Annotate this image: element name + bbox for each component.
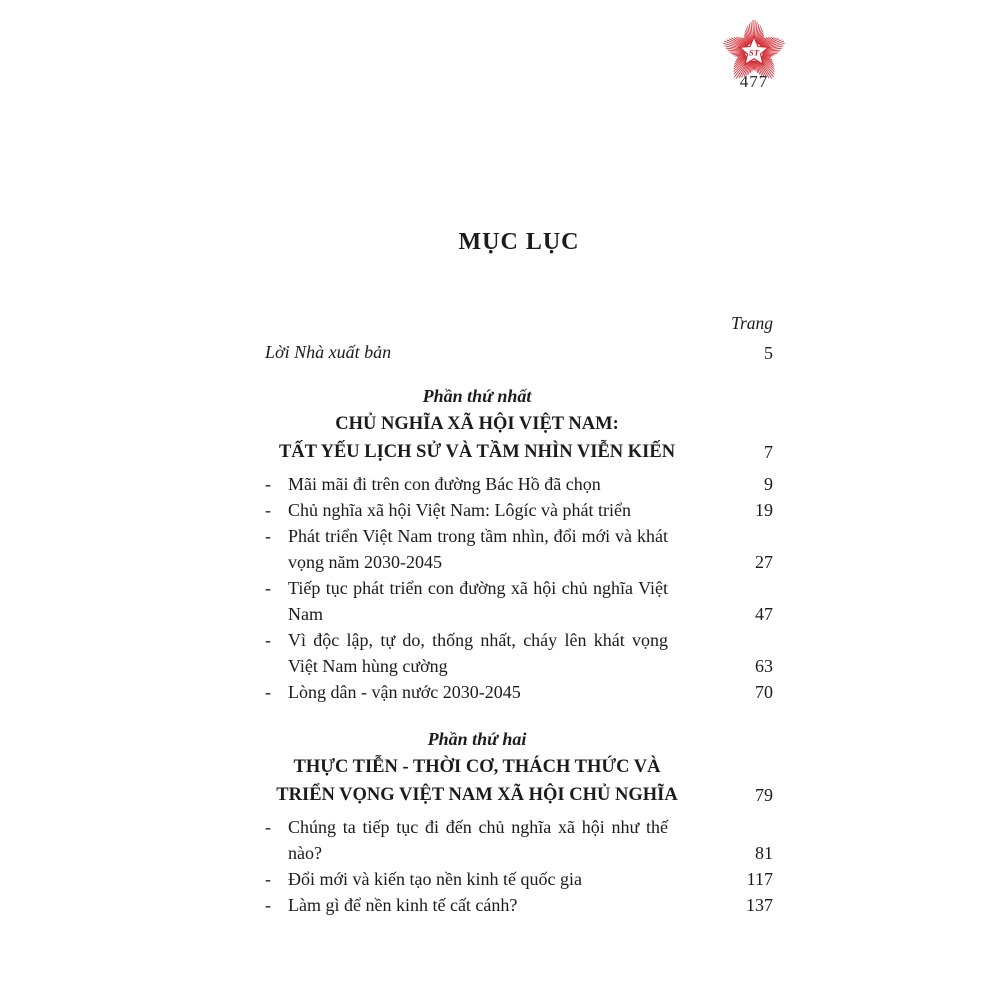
toc-item [265,814,773,866]
part-heading-row [265,725,773,809]
part-heading [265,725,689,809]
toc-item [265,679,773,705]
part-label: Phần thứ hai [427,729,527,749]
entry-page-number: 47 [755,604,773,624]
page-column-header: Trang [731,313,773,333]
page-title: MỤC LỤC [458,229,580,255]
entry-page-number: 63 [755,656,773,676]
item-dash-marker: - [265,869,271,889]
logo-monogram: ST [748,47,760,58]
item-dash-marker: - [265,578,271,598]
entry-title: Phát triển Việt Nam trong tầm nhìn, đổi mới và khát vọng năm 2030-2045 [288,526,668,572]
part-title-line: TẤT YẾU LỊCH SỬ VÀ TẦM NHÌN VIỄN KIẾN [278,442,676,462]
corner-page-number: 477 [739,72,769,91]
part-page-number: 79 [755,785,773,805]
item-dash-marker: - [265,630,271,650]
part-items [265,814,773,918]
item-dash-marker: - [265,474,271,494]
toc-item [265,575,773,627]
table-of-contents [265,226,773,918]
entry-title: Chúng ta tiếp tục đi đến chủ nghĩa xã hội như thế nào? [288,817,668,863]
item-dash-marker: - [265,817,271,837]
entry-page-number: 27 [755,552,773,572]
item-dash-marker: - [265,895,271,915]
entry-page-number: 70 [755,682,773,702]
entry-title: Lòng dân - vận nước 2030-2045 [288,682,521,702]
part-title-line: THỰC TIỄN - THỜI CƠ, THÁCH THỨC VÀ [293,757,661,777]
part-heading [265,382,689,466]
entry-page-number: 5 [764,343,773,363]
part-title-line: CHỦ NGHĨA XÃ HỘI VIỆT NAM: [335,414,619,434]
part-heading-row [265,382,773,466]
entry-title: Tiếp tục phát triển con đường xã hội chủ nghĩa Việt Nam [288,578,668,624]
publisher-mark [712,12,796,92]
toc-item [265,497,773,523]
entry-title: Chủ nghĩa xã hội Việt Nam: Lôgíc và phát triển [288,500,632,520]
item-dash-marker: - [265,500,271,520]
entry-title: Đổi mới và kiến tạo nền kinh tế quốc gia [288,869,582,889]
toc-part-1 [265,382,773,705]
part-title-line: TRIỂN VỌNG VIỆT NAM XÃ HỘI CHỦ NGHĨA [276,785,678,805]
entry-title: Vì độc lập, tự do, thống nhất, cháy lên khát vọng Việt Nam hùng cường [288,630,668,676]
item-dash-marker: - [265,526,271,546]
item-dash-marker: - [265,682,271,702]
toc-item [265,892,773,918]
entry-page-number: 137 [746,895,773,915]
toc-item [265,523,773,575]
entry-page-number: 117 [746,869,773,889]
toc-part-2 [265,725,773,918]
entry-page-number: 81 [755,843,773,863]
entry-title: Lời Nhà xuất bản [265,342,392,362]
part-label: Phần thứ nhất [422,386,532,406]
entry-title: Mãi mãi đi trên con đường Bác Hồ đã chọn [288,474,601,494]
toc-item [265,471,773,497]
entry-page-number: 9 [764,474,773,494]
toc-entry-front-matter [265,339,773,366]
toc-item [265,866,773,892]
toc-item [265,627,773,679]
entry-page-number: 19 [755,500,773,520]
part-items [265,471,773,705]
part-page-number: 7 [764,442,773,462]
entry-title: Làm gì để nền kinh tế cất cánh? [288,895,518,915]
